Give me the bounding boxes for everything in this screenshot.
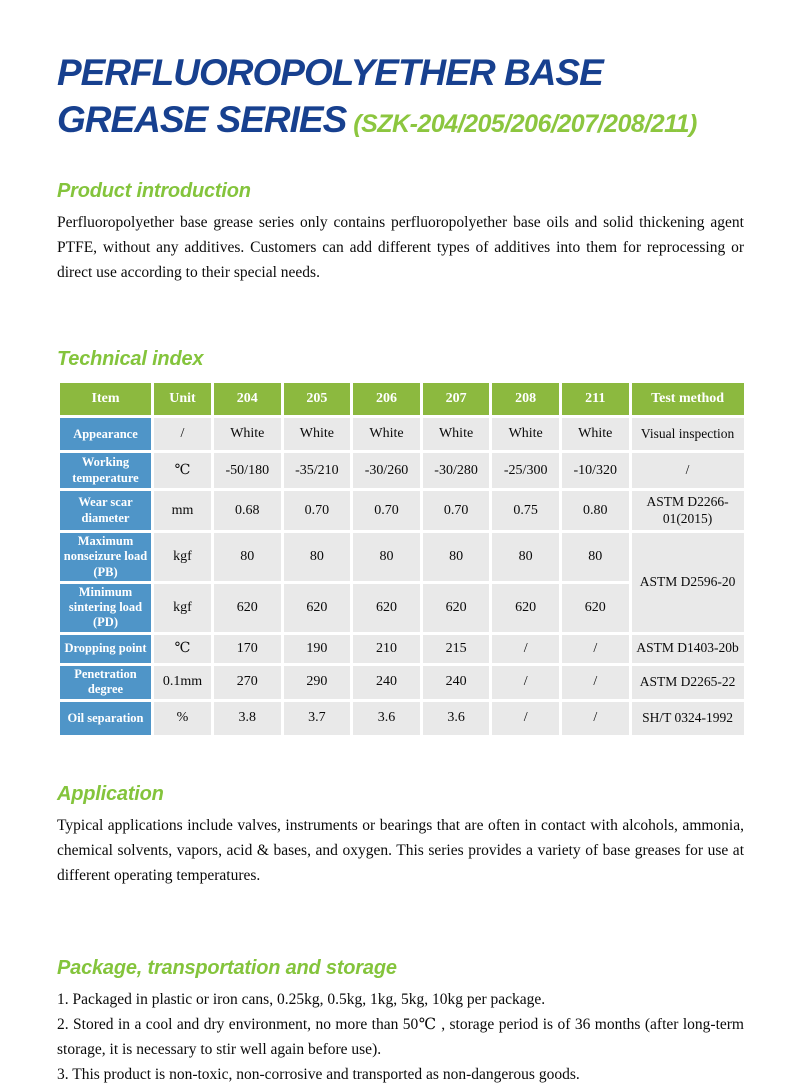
value-cell: 80 bbox=[491, 532, 561, 583]
value-cell: White bbox=[352, 417, 422, 452]
value-cell: 3.7 bbox=[282, 700, 352, 736]
value-cell: 80 bbox=[421, 532, 491, 583]
package-list bbox=[57, 987, 744, 1087]
table-row bbox=[59, 633, 746, 664]
value-cell: 0.80 bbox=[560, 490, 630, 532]
value-cell: 215 bbox=[421, 633, 491, 664]
value-cell: 80 bbox=[282, 532, 352, 583]
value-cell: 290 bbox=[282, 664, 352, 700]
section-product-introduction bbox=[57, 180, 744, 285]
unit-cell: mm bbox=[153, 490, 213, 532]
row-header: Penetration degree bbox=[59, 664, 153, 700]
column-header: Item bbox=[59, 382, 153, 417]
row-header: Maximum nonseizure load (PB) bbox=[59, 532, 153, 583]
value-cell: 0.75 bbox=[491, 490, 561, 532]
value-cell: White bbox=[491, 417, 561, 452]
column-header: 204 bbox=[213, 382, 283, 417]
value-cell: 190 bbox=[282, 633, 352, 664]
value-cell: / bbox=[491, 633, 561, 664]
table-header-row bbox=[59, 382, 746, 417]
unit-cell: kgf bbox=[153, 532, 213, 583]
value-cell: 240 bbox=[352, 664, 422, 700]
table-row bbox=[59, 700, 746, 736]
value-cell: 620 bbox=[491, 582, 561, 633]
page-title bbox=[57, 50, 744, 143]
title-line2: GREASE SERIES bbox=[57, 98, 347, 140]
application-body: Typical applications include valves, instruments or bearings that are often in contact with alcohols, ammonia, chemical solvents, vapors, acid & bases, and oxygen. This series provides a variety of base greases for use at different operating temperatures. bbox=[57, 816, 744, 884]
value-cell: 240 bbox=[421, 664, 491, 700]
title-model-codes: (SZK-204/205/206/207/208/211) bbox=[353, 109, 697, 138]
value-cell: / bbox=[491, 664, 561, 700]
value-cell: 3.6 bbox=[421, 700, 491, 736]
value-cell: 620 bbox=[352, 582, 422, 633]
package-list-item: 2. Stored in a cool and dry environment, no more than 50℃ , storage period is of 36 months (after long-term storage, it is necessary to stir well again before use). bbox=[57, 1015, 744, 1058]
value-cell: 80 bbox=[560, 532, 630, 583]
table-row bbox=[59, 490, 746, 532]
column-header: 211 bbox=[560, 382, 630, 417]
title-line1: PERFLUOROPOLYETHER BASE bbox=[57, 52, 603, 93]
column-header: 205 bbox=[282, 382, 352, 417]
value-cell: -30/260 bbox=[352, 452, 422, 490]
value-cell: White bbox=[213, 417, 283, 452]
value-cell: 0.70 bbox=[282, 490, 352, 532]
value-cell: / bbox=[560, 664, 630, 700]
value-cell: -35/210 bbox=[282, 452, 352, 490]
test-method-cell: Visual inspection bbox=[630, 417, 745, 452]
unit-cell: kgf bbox=[153, 582, 213, 633]
unit-cell: ℃ bbox=[153, 452, 213, 490]
table-row bbox=[59, 532, 746, 583]
table-row bbox=[59, 452, 746, 490]
value-cell: 3.8 bbox=[213, 700, 283, 736]
value-cell: -25/300 bbox=[491, 452, 561, 490]
value-cell: 0.70 bbox=[421, 490, 491, 532]
unit-cell: % bbox=[153, 700, 213, 736]
application-heading: Application bbox=[57, 782, 164, 805]
test-method-cell: ASTM D2266-01(2015) bbox=[630, 490, 745, 532]
value-cell: 3.6 bbox=[352, 700, 422, 736]
value-cell: 620 bbox=[282, 582, 352, 633]
package-heading: Package, transportation and storage bbox=[57, 956, 397, 979]
test-method-cell: / bbox=[630, 452, 745, 490]
column-header: 208 bbox=[491, 382, 561, 417]
row-header: Appearance bbox=[59, 417, 153, 452]
value-cell: / bbox=[491, 700, 561, 736]
row-header: Minimum sintering load (PD) bbox=[59, 582, 153, 633]
value-cell: / bbox=[560, 700, 630, 736]
unit-cell: ℃ bbox=[153, 633, 213, 664]
test-method-cell: ASTM D2265-22 bbox=[630, 664, 745, 700]
technical-index-table bbox=[57, 380, 747, 738]
row-header: Working temperature bbox=[59, 452, 153, 490]
technical-index-heading: Technical index bbox=[57, 348, 204, 371]
section-package-transportation-storage bbox=[57, 957, 744, 1087]
test-method-cell: ASTM D1403-20b bbox=[630, 633, 745, 664]
value-cell: 620 bbox=[421, 582, 491, 633]
product-introduction-heading: Product introduction bbox=[57, 180, 251, 203]
row-header: Oil separation bbox=[59, 700, 153, 736]
value-cell: White bbox=[560, 417, 630, 452]
test-method-cell: SH/T 0324-1992 bbox=[630, 700, 745, 736]
value-cell: 0.68 bbox=[213, 490, 283, 532]
value-cell: 80 bbox=[213, 532, 283, 583]
product-introduction-body: Perfluoropolyether base grease series only contains perfluoropolyether base oils and solid thickening agent PTFE, without any additives. Customers can add different types of additives into them for reprocessing or direct use according to their special needs. bbox=[57, 214, 744, 282]
value-cell: 0.70 bbox=[352, 490, 422, 532]
unit-cell: 0.1mm bbox=[153, 664, 213, 700]
package-list-item: 1. Packaged in plastic or iron cans, 0.25kg, 0.5kg, 1kg, 5kg, 10kg per package. bbox=[57, 990, 546, 1008]
value-cell: 80 bbox=[352, 532, 422, 583]
value-cell: / bbox=[560, 633, 630, 664]
value-cell: 620 bbox=[213, 582, 283, 633]
value-cell: 210 bbox=[352, 633, 422, 664]
table-row bbox=[59, 664, 746, 700]
value-cell: -50/180 bbox=[213, 452, 283, 490]
value-cell: -10/320 bbox=[560, 452, 630, 490]
section-application bbox=[57, 783, 744, 888]
value-cell: 170 bbox=[213, 633, 283, 664]
package-list-item: 3. This product is non-toxic, non-corrosive and transported as non-dangerous goods. bbox=[57, 1065, 580, 1083]
row-header: Dropping point bbox=[59, 633, 153, 664]
row-header: Wear scar diameter bbox=[59, 490, 153, 532]
value-cell: 620 bbox=[560, 582, 630, 633]
value-cell: White bbox=[421, 417, 491, 452]
column-header: Unit bbox=[153, 382, 213, 417]
value-cell: 270 bbox=[213, 664, 283, 700]
column-header: 207 bbox=[421, 382, 491, 417]
value-cell: White bbox=[282, 417, 352, 452]
column-header: Test method bbox=[630, 382, 745, 417]
value-cell: -30/280 bbox=[421, 452, 491, 490]
unit-cell: / bbox=[153, 417, 213, 452]
column-header: 206 bbox=[352, 382, 422, 417]
table-row bbox=[59, 417, 746, 452]
test-method-cell: ASTM D2596-20 bbox=[630, 532, 745, 634]
section-technical-index bbox=[57, 348, 744, 738]
